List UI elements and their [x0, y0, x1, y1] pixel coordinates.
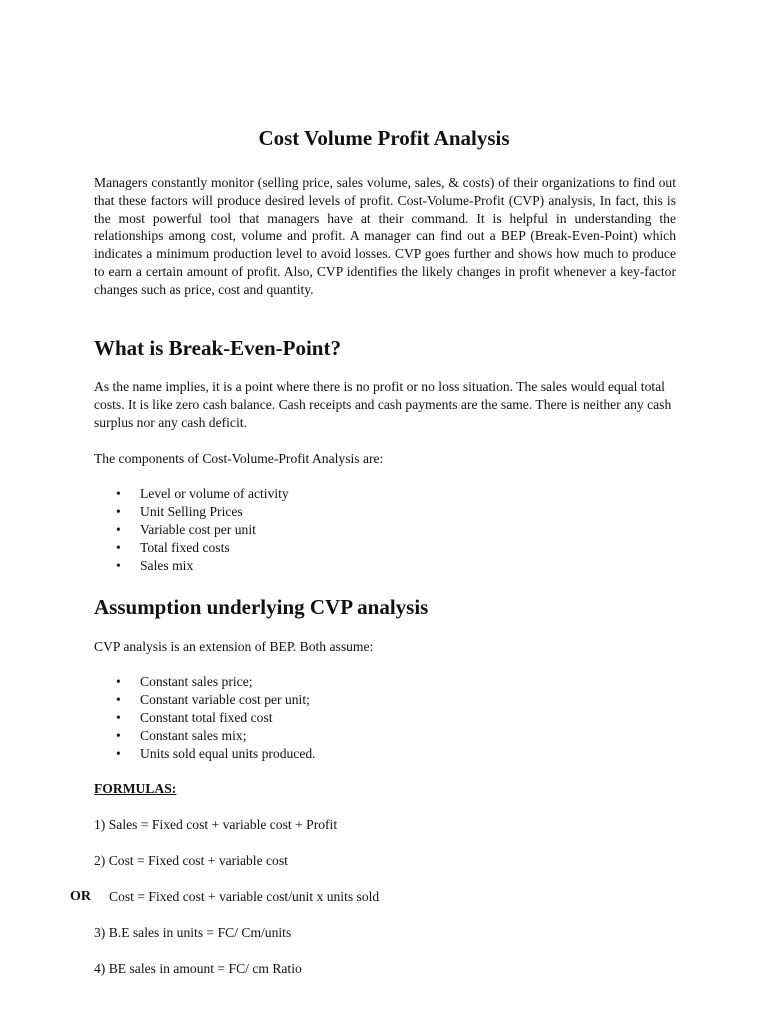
formula-1: 1) Sales = Fixed cost + variable cost + Profit: [94, 817, 338, 832]
list-item: • Constant variable cost per unit;: [94, 691, 316, 709]
formula-2-alt: Cost = Fixed cost + variable cost/unit x units sold: [109, 889, 380, 904]
list-item: • Sales mix: [94, 557, 289, 575]
list-item: • Constant sales price;: [94, 673, 316, 691]
list-item: • Level or volume of activity: [94, 485, 289, 503]
formula-3: 3) B.E sales in units = FC/ Cm/units: [94, 925, 292, 940]
formula-4: 4) BE sales in amount = FC/ cm Ratio: [94, 961, 302, 976]
list-item: • Unit Selling Prices: [94, 503, 289, 521]
or-label: OR: [70, 889, 91, 904]
list-item: • Variable cost per unit: [94, 521, 289, 539]
formulas-heading: FORMULAS:: [94, 781, 177, 796]
assumption-intro: CVP analysis is an extension of BEP. Both assume:: [94, 639, 374, 654]
list-item: • Units sold equal units produced.: [94, 745, 316, 763]
components-list: [94, 485, 289, 575]
formula-2: 2) Cost = Fixed cost + variable cost: [94, 853, 288, 868]
components-intro: The components of Cost-Volume-Profit Analysis are:: [94, 451, 384, 466]
assumption-heading: Assumption underlying CVP analysis: [94, 595, 429, 619]
document-title: Cost Volume Profit Analysis: [258, 126, 510, 150]
bep-paragraph: As the name implies, it is a point where there is no profit or no loss situation. The sales would equal total costs. It is like zero cash balance. Cash receipts and cash payments are the same. There is neither any cash surplus nor any cash deficit.: [94, 379, 672, 430]
list-item: • Constant sales mix;: [94, 727, 316, 745]
intro-paragraph: Managers constantly monitor (selling price, sales volume, sales, & costs) of their organizations to find out that these factors will produce desired levels of profit. Cost-Volume-Profit (CVP) analysis, In fact, this is the most powerful tool that managers have at their command. It is helpful in understanding the relationships among cost, volume and profit. A manager can find out a BEP (Break-Even-Point) which indicates a minimum production level to avoid losses. CVP goes further and shows how much to produce to earn a certain amount of profit. Also, CVP identifies the likely changes in profit whenever a key-factor changes such as price, cost and quantity.: [94, 175, 676, 297]
list-item: • Total fixed costs: [94, 539, 289, 557]
list-item: • Constant total fixed cost: [94, 709, 316, 727]
assumptions-list: [94, 673, 316, 763]
bep-heading: What is Break-Even-Point?: [94, 336, 341, 360]
